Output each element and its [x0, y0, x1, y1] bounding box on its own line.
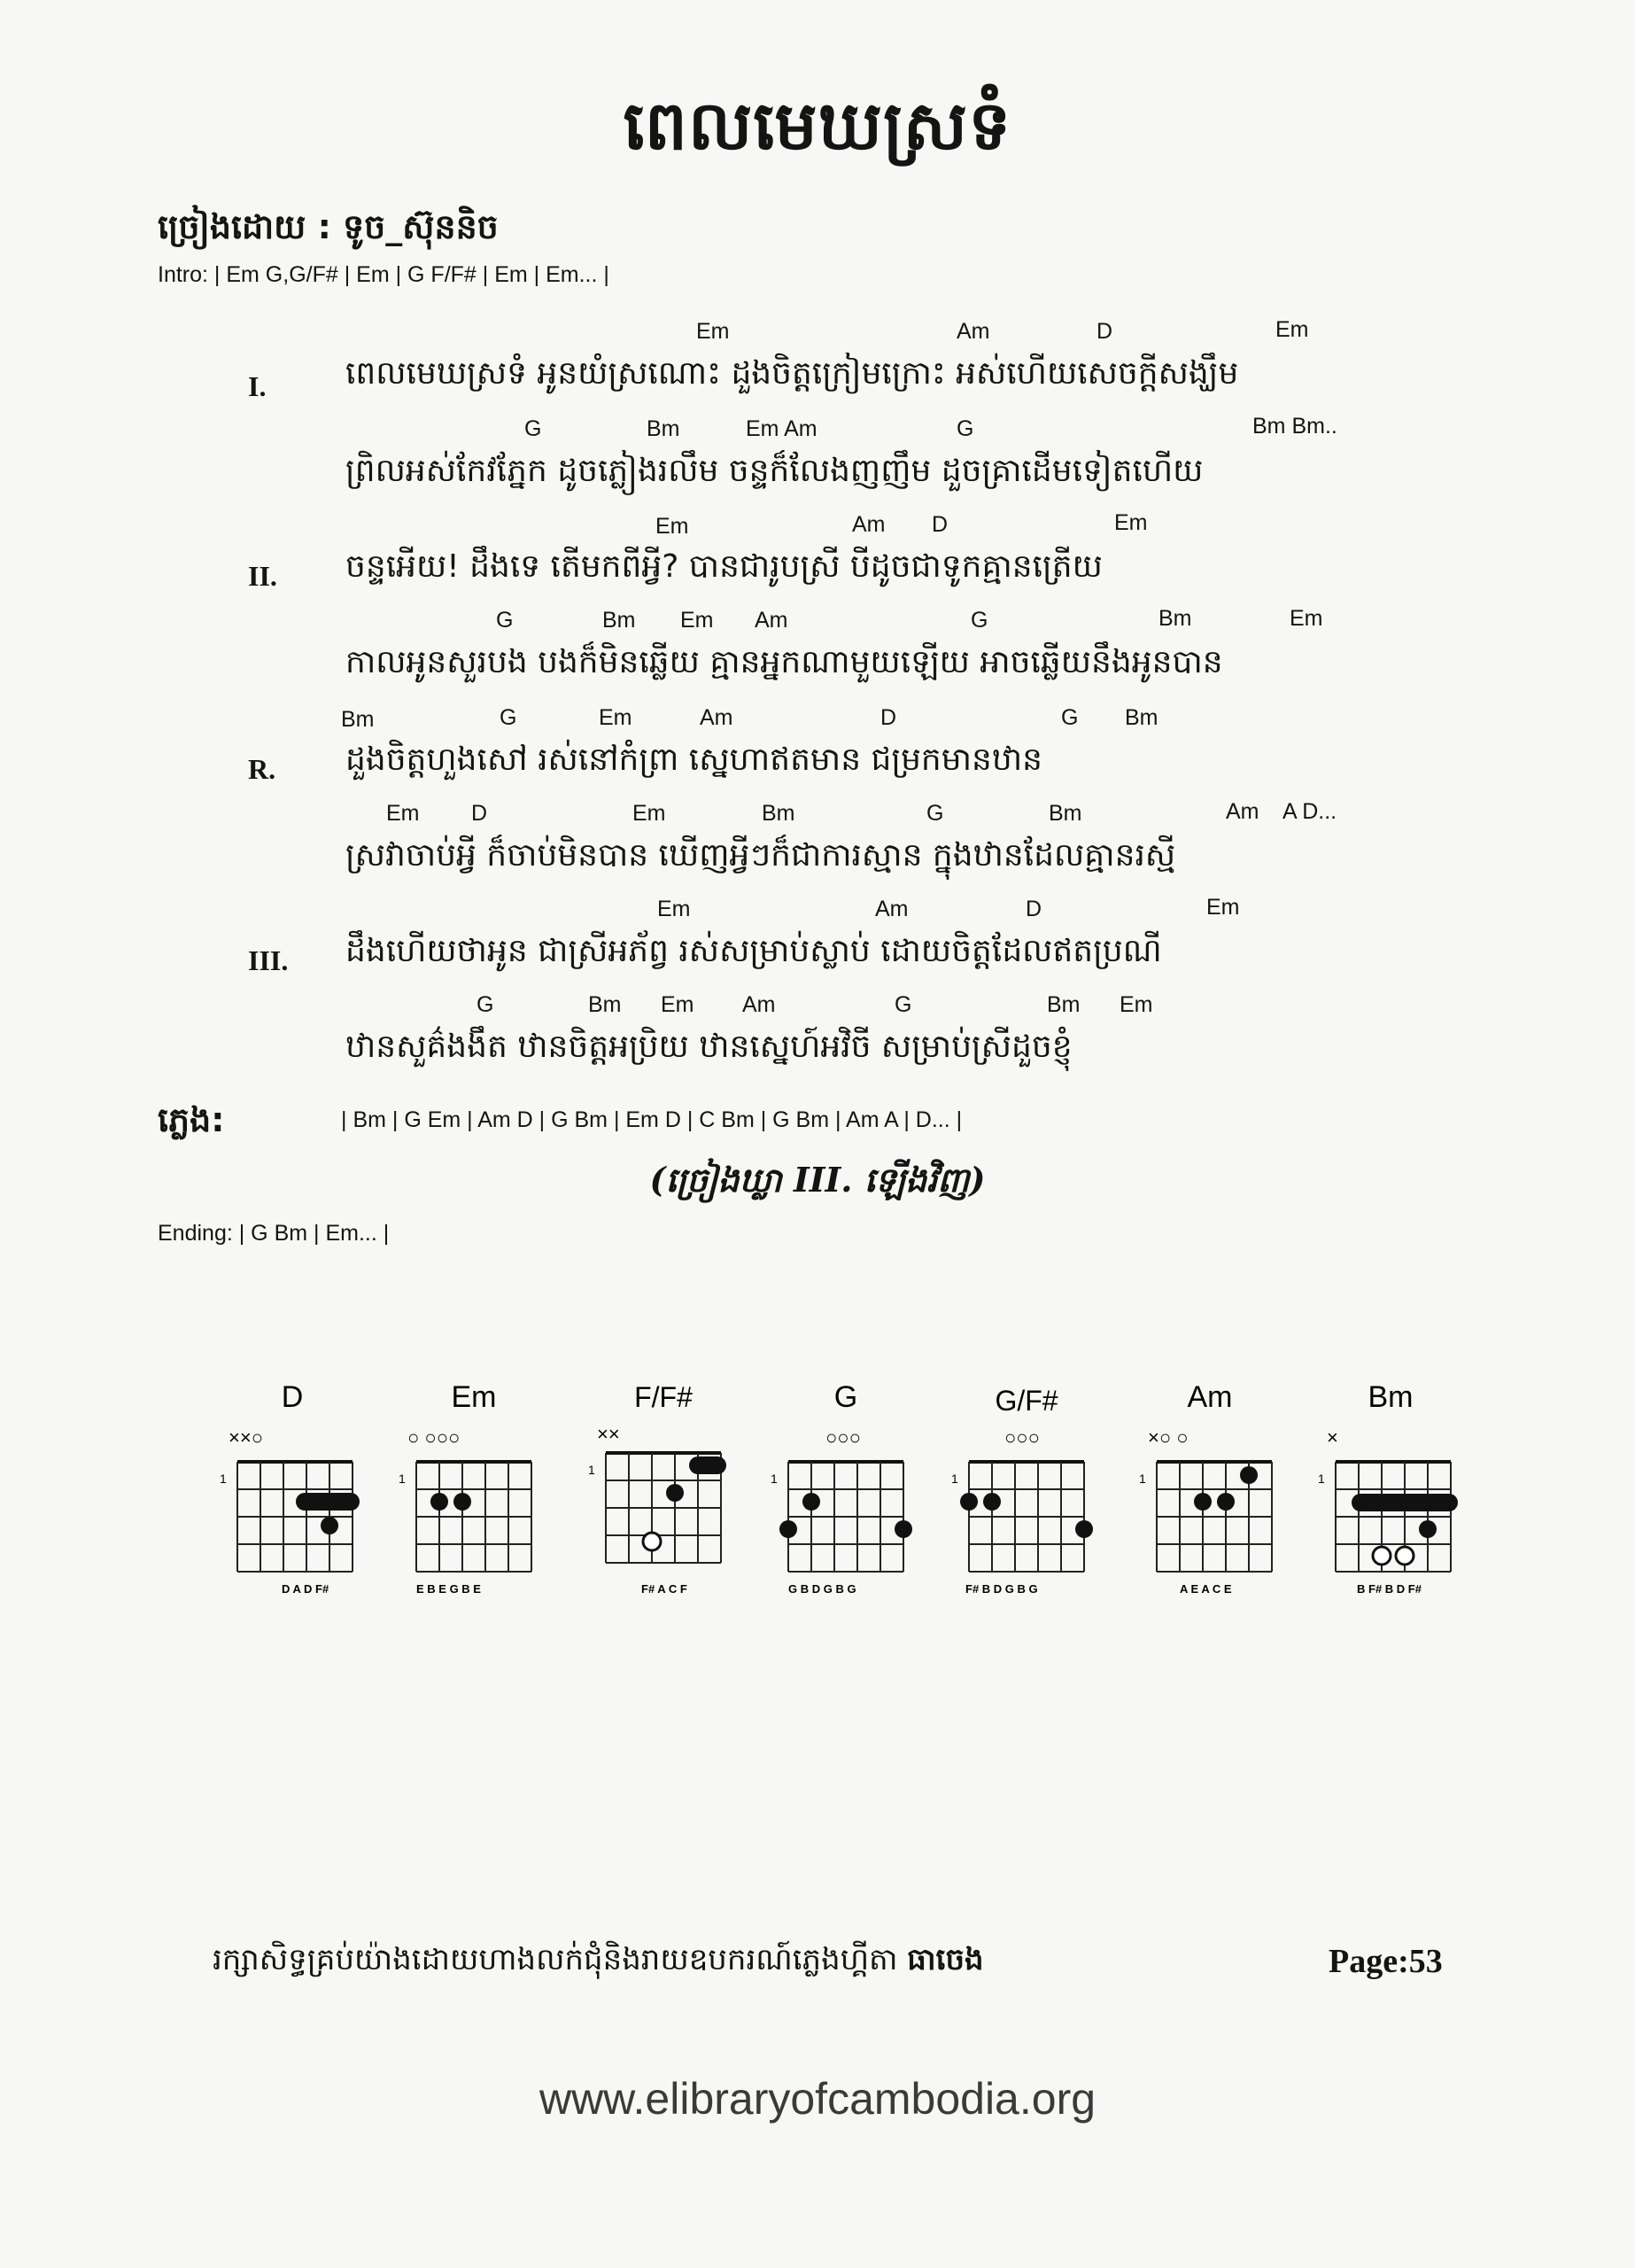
- chord-symbol: D: [471, 801, 488, 826]
- finger-dot: [321, 1517, 338, 1534]
- chord-symbol: Bm: [1049, 801, 1082, 826]
- open-muted-marks: ○○○: [1004, 1426, 1040, 1449]
- finger-dot: [1419, 1520, 1437, 1538]
- chord-symbol: G: [524, 416, 542, 441]
- chord-diagram-g: [771, 1380, 912, 1596]
- chord-name: Em: [451, 1380, 497, 1414]
- chord-symbol: G: [971, 608, 988, 633]
- finger-dot: [779, 1520, 797, 1538]
- finger-dot: [802, 1493, 820, 1511]
- chord-symbol: G: [500, 705, 517, 730]
- string-notes: F# B D G B G: [965, 1582, 1038, 1596]
- chord-symbol: Em: [1275, 317, 1309, 342]
- lyric-line: ឋានសួគ៌ងងឹត ឋានចិត្តអប្រិយ ឋានស្នេហ៍អវិចី សម្រាប់ស្រីដួចខ្ញុំ: [345, 1029, 1073, 1065]
- chord-symbol: Em: [632, 801, 666, 826]
- section-label: I.: [248, 370, 267, 402]
- chord-symbol: Bm: [588, 992, 622, 1017]
- string-notes: B F# B D F#: [1357, 1582, 1422, 1596]
- open-muted-marks: ×○ ○: [1148, 1426, 1189, 1449]
- lyric-line: ដឹងហើយថាអូន ជាស្រីអភ័ព្វ រស់សម្រាប់ស្លាប់ ដោយចិត្តដែលឥតប្រណី: [345, 933, 1162, 969]
- chord-symbol: G: [477, 992, 494, 1017]
- chord-symbol: Am: [742, 992, 776, 1017]
- open-muted-marks: ×: [1327, 1426, 1338, 1449]
- chord-name: Am: [1187, 1380, 1233, 1414]
- finger-dot: [960, 1493, 978, 1511]
- string-notes: F# A C F: [641, 1582, 687, 1596]
- chord-name: Bm: [1368, 1380, 1414, 1414]
- section-label: R.: [248, 753, 276, 785]
- chord-symbol: Bm: [647, 416, 680, 441]
- chord-diagram-d: [220, 1380, 360, 1596]
- lyric-line: ពេលមេឃស្រទំ អូនយំស្រណោះ ដួងចិត្តក្រៀមក្រោះ អស់ហើយសេចក្ដីសង្ឃឹម: [345, 355, 1239, 392]
- chord-symbol: Bm: [1047, 992, 1081, 1017]
- chord-symbol: Em: [680, 608, 714, 633]
- shop-brand: ធាចេង: [907, 1942, 984, 1977]
- finger-dot: [1217, 1493, 1235, 1511]
- chord-symbol: A D...: [1282, 799, 1337, 824]
- chord-symbol: Bm: [1125, 705, 1158, 730]
- finger-dot: [1240, 1466, 1258, 1484]
- chord-symbol: D: [880, 705, 897, 730]
- finger-dot: [1373, 1547, 1391, 1565]
- chord-symbol: G: [895, 992, 912, 1017]
- chord-symbol: Em: [655, 514, 689, 539]
- song-title: ពេលមេឃស្រទំ: [623, 86, 1012, 165]
- chord-diagram-f-fsharp: [588, 1381, 726, 1596]
- finger-dot: [643, 1533, 661, 1550]
- copyright-note: [213, 1940, 984, 1984]
- chord-symbol: D: [1026, 897, 1042, 921]
- chord-diagram-g-fsharp: [951, 1385, 1093, 1596]
- instrumental-chords: | Bm | G Em | Am D | G Bm | Em D | C Bm | G Bm | Am A | D... |: [341, 1107, 963, 1132]
- chord-symbol: Em: [661, 992, 694, 1017]
- fret-number: 1: [220, 1472, 227, 1486]
- chord-symbol: Em Am: [746, 416, 818, 441]
- open-muted-marks: ○ ○○○: [407, 1426, 461, 1449]
- lyric-line: ចន្ទអើយ! ដឹងទេ តើមកពីអ្វី? បានជារូបស្រី បីដូចជាទូកគ្មានត្រើយ: [345, 548, 1103, 585]
- lyric-line: ព្រិលអស់កែវភ្នែក ដូចភ្លៀងរលឹម ចន្ទក៏លែងញញឹម ដួចគ្រាដើមទៀតហើយ: [345, 453, 1204, 489]
- chord-symbol: Em: [1114, 510, 1148, 535]
- chord-name: D: [281, 1380, 304, 1414]
- ending-chords: Ending: | G Bm | Em... |: [158, 1221, 390, 1246]
- chord-name: G: [833, 1380, 858, 1414]
- chord-symbol: Em: [1206, 895, 1240, 920]
- fret-number: 1: [1139, 1472, 1146, 1486]
- lyric-line: ស្រវាចាប់អ្វី ក៏ចាប់មិនបាន ឃើញអ្វីៗក៏ជាការស្មាន ក្នុងឋានដែលគ្មានរស្មី: [345, 837, 1176, 874]
- chord-symbol: Bm: [762, 801, 795, 826]
- chord-diagram-em: [399, 1380, 531, 1596]
- finger-dot: [983, 1493, 1001, 1511]
- chord-diagram-bm: [1318, 1380, 1458, 1596]
- finger-dot: [453, 1493, 471, 1511]
- chord-diagram-am: [1139, 1380, 1272, 1596]
- fret-number: 1: [771, 1472, 778, 1486]
- open-muted-marks: ××○: [229, 1426, 263, 1449]
- chord-symbol: G: [496, 608, 514, 633]
- chord-symbol: Em: [1120, 992, 1153, 1017]
- instrumental-label: ភ្លេង:: [158, 1100, 225, 1139]
- string-notes: D A D F#: [282, 1582, 329, 1596]
- copyright-text: រក្សាសិទ្ធគ្រប់យ៉ាងដោយហាងលក់ជុំនិងរាយឧបករណ៍ភ្លេងហ្គីតា: [213, 1942, 898, 1977]
- intro-chords: Intro: | Em G,G/F# | Em | G F/F# | Em | Em... |: [158, 262, 609, 287]
- finger-dot: [1396, 1547, 1414, 1565]
- chord-symbol: Em: [599, 705, 632, 730]
- chord-name: G/F#: [995, 1385, 1058, 1417]
- chord-symbol: G: [1061, 705, 1079, 730]
- chord-symbol: Am: [852, 512, 886, 537]
- chord-symbol: D: [932, 512, 949, 537]
- fret-number: 1: [588, 1463, 595, 1477]
- chord-symbol: Am: [1226, 799, 1259, 824]
- chord-symbol: Em: [1290, 606, 1323, 631]
- chord-symbol: D: [1096, 319, 1113, 344]
- string-notes: E B E G B E: [416, 1582, 481, 1596]
- fret-number: 1: [399, 1472, 406, 1486]
- section-label: III.: [248, 944, 289, 976]
- chord-symbol: Am: [957, 319, 990, 344]
- website-url: www.elibraryofcambodia.org: [539, 2074, 1096, 2124]
- barre-mark: [1352, 1494, 1458, 1511]
- lyric-line: ដួងចិត្តហួងសៅ រស់នៅកំព្រា ស្នេហាឥតមាន ជម្រកមានឋាន: [345, 742, 1043, 778]
- fret-number: 1: [1318, 1472, 1325, 1486]
- singer-credit: ច្រៀងដោយ : ទូច_ស៊ុននិច: [158, 207, 499, 246]
- repeat-note: (ច្រៀងឃ្លា III. ឡើងវិញ): [649, 1160, 986, 1200]
- finger-dot: [1194, 1493, 1212, 1511]
- open-muted-marks: ××: [597, 1423, 620, 1445]
- open-muted-marks: ○○○: [825, 1426, 861, 1449]
- chord-symbol: Em: [386, 801, 420, 826]
- finger-dot: [895, 1520, 912, 1538]
- page-number: Page:53: [1329, 1943, 1443, 1980]
- chord-symbol: Am: [755, 608, 788, 633]
- finger-dot: [1075, 1520, 1093, 1538]
- finger-dot: [430, 1493, 448, 1511]
- chord-symbol: Em: [696, 319, 730, 344]
- chord-symbol: Bm Bm..: [1252, 414, 1337, 439]
- chord-symbol: Em: [657, 897, 691, 921]
- chord-name: F/F#: [634, 1381, 693, 1413]
- chord-symbol: Bm: [1158, 606, 1192, 631]
- barre-mark: [296, 1493, 360, 1511]
- string-notes: A E A C E: [1180, 1582, 1232, 1596]
- chord-symbol: G: [926, 801, 944, 826]
- barre-mark: [689, 1456, 726, 1474]
- fret-number: 1: [951, 1472, 958, 1486]
- section-label: II.: [248, 560, 277, 592]
- chord-symbol: Am: [875, 897, 909, 921]
- chord-symbol: G: [957, 416, 974, 441]
- lyric-line: កាលអូនសួរបង បងក៏មិនឆ្លើយ គ្មានអ្នកណាមួយឡើយ អាចឆ្លើយនឹងអូនបាន: [345, 644, 1223, 680]
- chord-symbol: Bm: [341, 707, 375, 732]
- string-notes: G B D G B G: [788, 1582, 856, 1596]
- finger-dot: [666, 1484, 684, 1502]
- chord-symbol: Bm: [602, 608, 636, 633]
- chord-symbol: Am: [700, 705, 733, 730]
